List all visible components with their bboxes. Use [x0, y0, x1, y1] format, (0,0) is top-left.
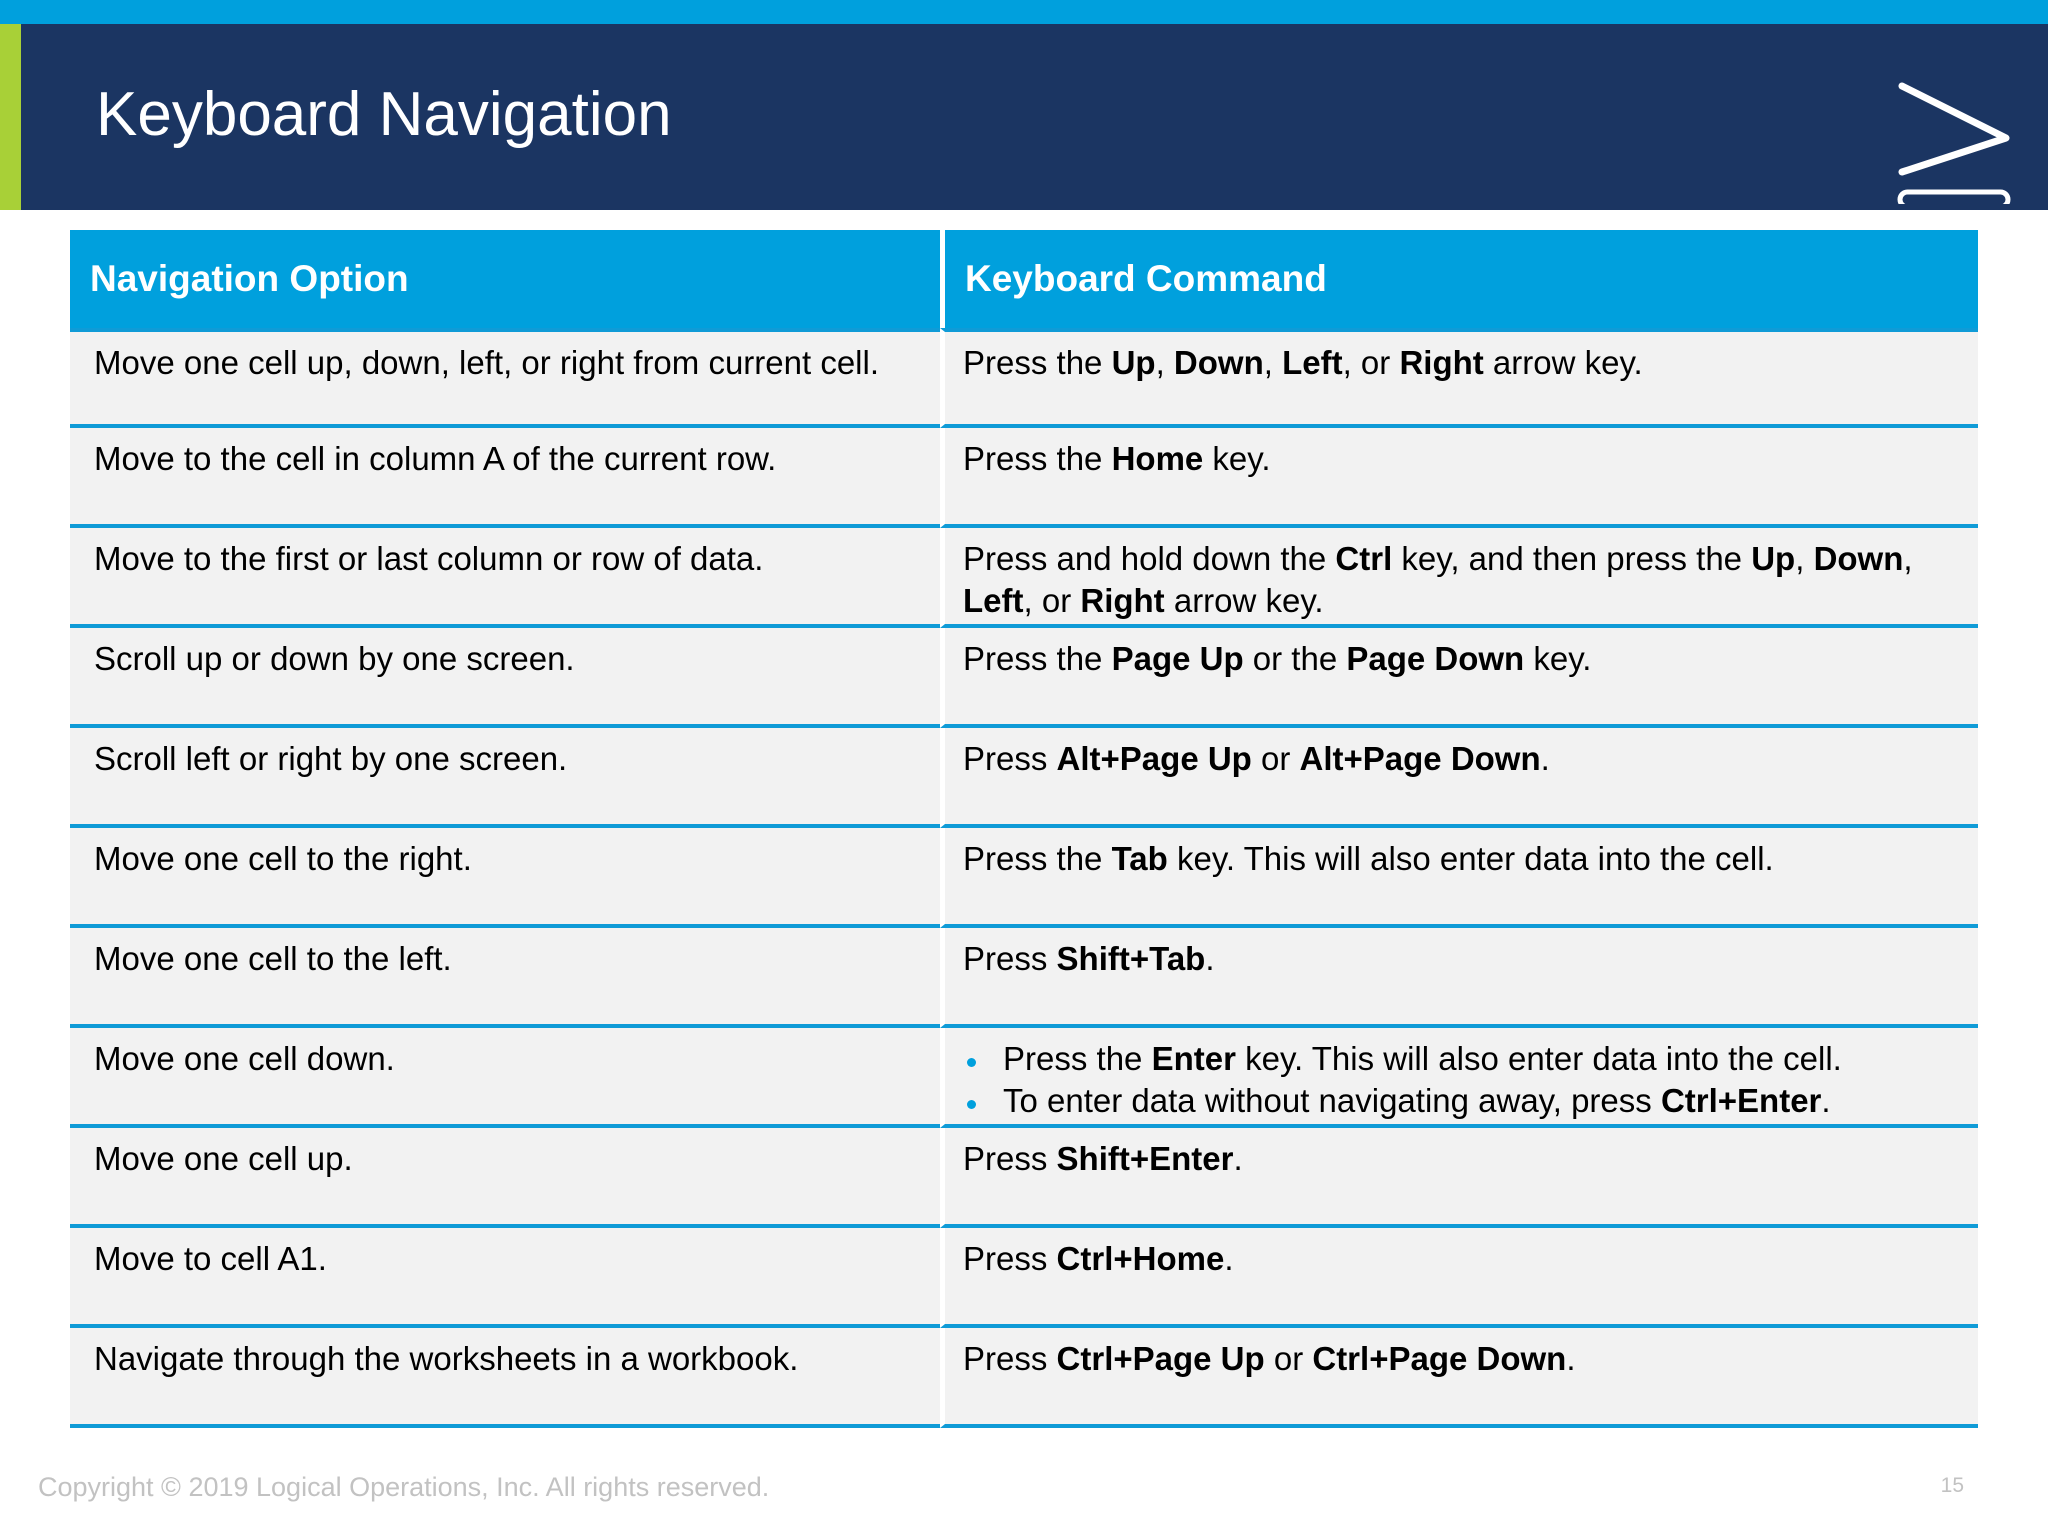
- keyboard-command-cell: [940, 1228, 1978, 1328]
- command-bullet-list: [963, 1038, 1958, 1122]
- key-name: Right: [1080, 582, 1165, 620]
- table-row: [70, 828, 1978, 928]
- keyboard-command-cell: [940, 1128, 1978, 1228]
- command-text: or: [1251, 740, 1300, 777]
- navigation-option-cell: Move to the cell in column A of the current row.: [70, 428, 940, 528]
- table-row: [70, 1328, 1978, 1428]
- page-title: Keyboard Navigation: [96, 80, 672, 149]
- key-name: Home: [1111, 440, 1204, 477]
- command-text: .: [1205, 940, 1215, 977]
- table-row: [70, 728, 1978, 828]
- command-text: Press: [963, 1240, 1057, 1277]
- green-accent-bar: [0, 24, 21, 210]
- command-text: ,: [1903, 540, 1913, 577]
- navigation-option-cell: Move to cell A1.: [70, 1228, 940, 1328]
- copyright-footer: Copyright © 2019 Logical Operations, Inc. All rights reserved.: [38, 1472, 770, 1502]
- top-accent-stripe: [0, 0, 2048, 24]
- key-name: Up: [1111, 344, 1156, 381]
- table-row: [70, 1228, 1978, 1328]
- key-name: Shift+Enter: [1056, 1140, 1234, 1177]
- command-text: To enter data without navigating away, press: [1003, 1082, 1661, 1120]
- command-text: .: [1233, 1140, 1243, 1177]
- key-name: Left: [1282, 344, 1343, 381]
- command-text: Press the: [1003, 1040, 1152, 1077]
- key-name: Ctrl: [1335, 540, 1393, 577]
- keyboard-command-cell: [940, 928, 1978, 1028]
- command-bullet-item: [963, 1080, 1958, 1122]
- table-row: [70, 1028, 1978, 1128]
- navigation-option-cell: Scroll left or right by one screen.: [70, 728, 940, 828]
- key-name: Left: [963, 582, 1024, 620]
- command-text: .: [1224, 1240, 1234, 1277]
- navigation-option-cell: Move to the first or last column or row of data.: [70, 528, 940, 628]
- chevron-underline-logo-icon: [1890, 54, 2018, 204]
- table-body: [70, 328, 1978, 1428]
- keyboard-command-cell: [940, 828, 1978, 928]
- key-name: Ctrl+Page Down: [1312, 1340, 1567, 1377]
- command-text: ,: [1263, 344, 1283, 381]
- command-text: ,: [1795, 540, 1814, 577]
- table-row: [70, 1128, 1978, 1228]
- command-text: Press: [963, 1140, 1057, 1177]
- command-text: Press the: [963, 640, 1112, 677]
- command-text: or the: [1243, 640, 1347, 677]
- key-name: Tab: [1111, 840, 1168, 877]
- key-name: Ctrl+Page Up: [1056, 1340, 1265, 1377]
- command-text: Press the: [963, 840, 1112, 877]
- navigation-option-cell: Move one cell up, down, left, or right from current cell.: [70, 328, 940, 428]
- table-row: [70, 528, 1978, 628]
- navigation-option-cell: Move one cell to the left.: [70, 928, 940, 1028]
- table-row: [70, 428, 1978, 528]
- key-name: Shift+Tab: [1056, 940, 1206, 977]
- command-text: key.: [1524, 640, 1592, 677]
- command-text: key.: [1203, 440, 1271, 477]
- key-name: Up: [1751, 540, 1796, 577]
- navigation-option-cell: Navigate through the worksheets in a workbook.: [70, 1328, 940, 1428]
- command-text: key. This will also enter data into the cell.: [1167, 840, 1774, 877]
- slide-header: [0, 24, 2048, 210]
- keyboard-command-cell: [940, 728, 1978, 828]
- navigation-option-cell: Move one cell up.: [70, 1128, 940, 1228]
- column-header-navigation-option: Navigation Option: [70, 230, 940, 328]
- key-name: Ctrl+Enter: [1660, 1082, 1822, 1120]
- command-text: Press: [963, 740, 1057, 777]
- command-text: Press: [963, 1340, 1057, 1377]
- keyboard-command-cell: [940, 1328, 1978, 1428]
- table-header-row: [70, 230, 1978, 328]
- navigation-option-cell: Scroll up or down by one screen.: [70, 628, 940, 728]
- keyboard-command-cell: [940, 428, 1978, 528]
- key-name: Enter: [1151, 1040, 1236, 1077]
- command-bullet-item: [963, 1038, 1958, 1080]
- command-text: .: [1821, 1082, 1831, 1120]
- command-text: ,: [1155, 344, 1174, 381]
- command-text: key, and then press the: [1392, 540, 1752, 577]
- navigation-option-cell: Move one cell down.: [70, 1028, 940, 1128]
- keyboard-command-cell: [940, 1028, 1978, 1128]
- command-text: Press: [963, 940, 1057, 977]
- key-name: Alt+Page Down: [1299, 740, 1541, 777]
- key-name: Page Down: [1346, 640, 1525, 677]
- command-text: arrow key.: [1483, 344, 1643, 381]
- key-name: Page Up: [1111, 640, 1244, 677]
- page-number: 15: [1940, 1474, 1964, 1497]
- table-row: [70, 928, 1978, 1028]
- keyboard-navigation-table: [70, 230, 1978, 1428]
- table-row: [70, 628, 1978, 728]
- column-header-keyboard-command: Keyboard Command: [940, 230, 1978, 328]
- navigation-table-container: [70, 230, 1978, 1428]
- key-name: Ctrl+Home: [1056, 1240, 1225, 1277]
- keyboard-command-cell: [940, 628, 1978, 728]
- command-text: arrow key.: [1164, 582, 1324, 620]
- command-text: Press and hold down the: [963, 540, 1336, 577]
- command-text: key. This will also enter data into the cell.: [1235, 1040, 1842, 1077]
- table-row: [70, 328, 1978, 428]
- key-name: Down: [1173, 344, 1264, 381]
- key-name: Down: [1813, 540, 1904, 577]
- command-text: .: [1540, 740, 1550, 777]
- navigation-option-cell: Move one cell to the right.: [70, 828, 940, 928]
- command-text: or: [1264, 1340, 1313, 1377]
- keyboard-command-cell: [940, 528, 1978, 628]
- command-text: , or: [1023, 582, 1081, 620]
- key-name: Alt+Page Up: [1056, 740, 1252, 777]
- command-text: Press the: [963, 344, 1112, 381]
- key-name: Right: [1399, 344, 1484, 381]
- command-text: Press the: [963, 440, 1112, 477]
- command-text: .: [1566, 1340, 1576, 1377]
- keyboard-command-cell: [940, 328, 1978, 428]
- command-text: , or: [1342, 344, 1400, 381]
